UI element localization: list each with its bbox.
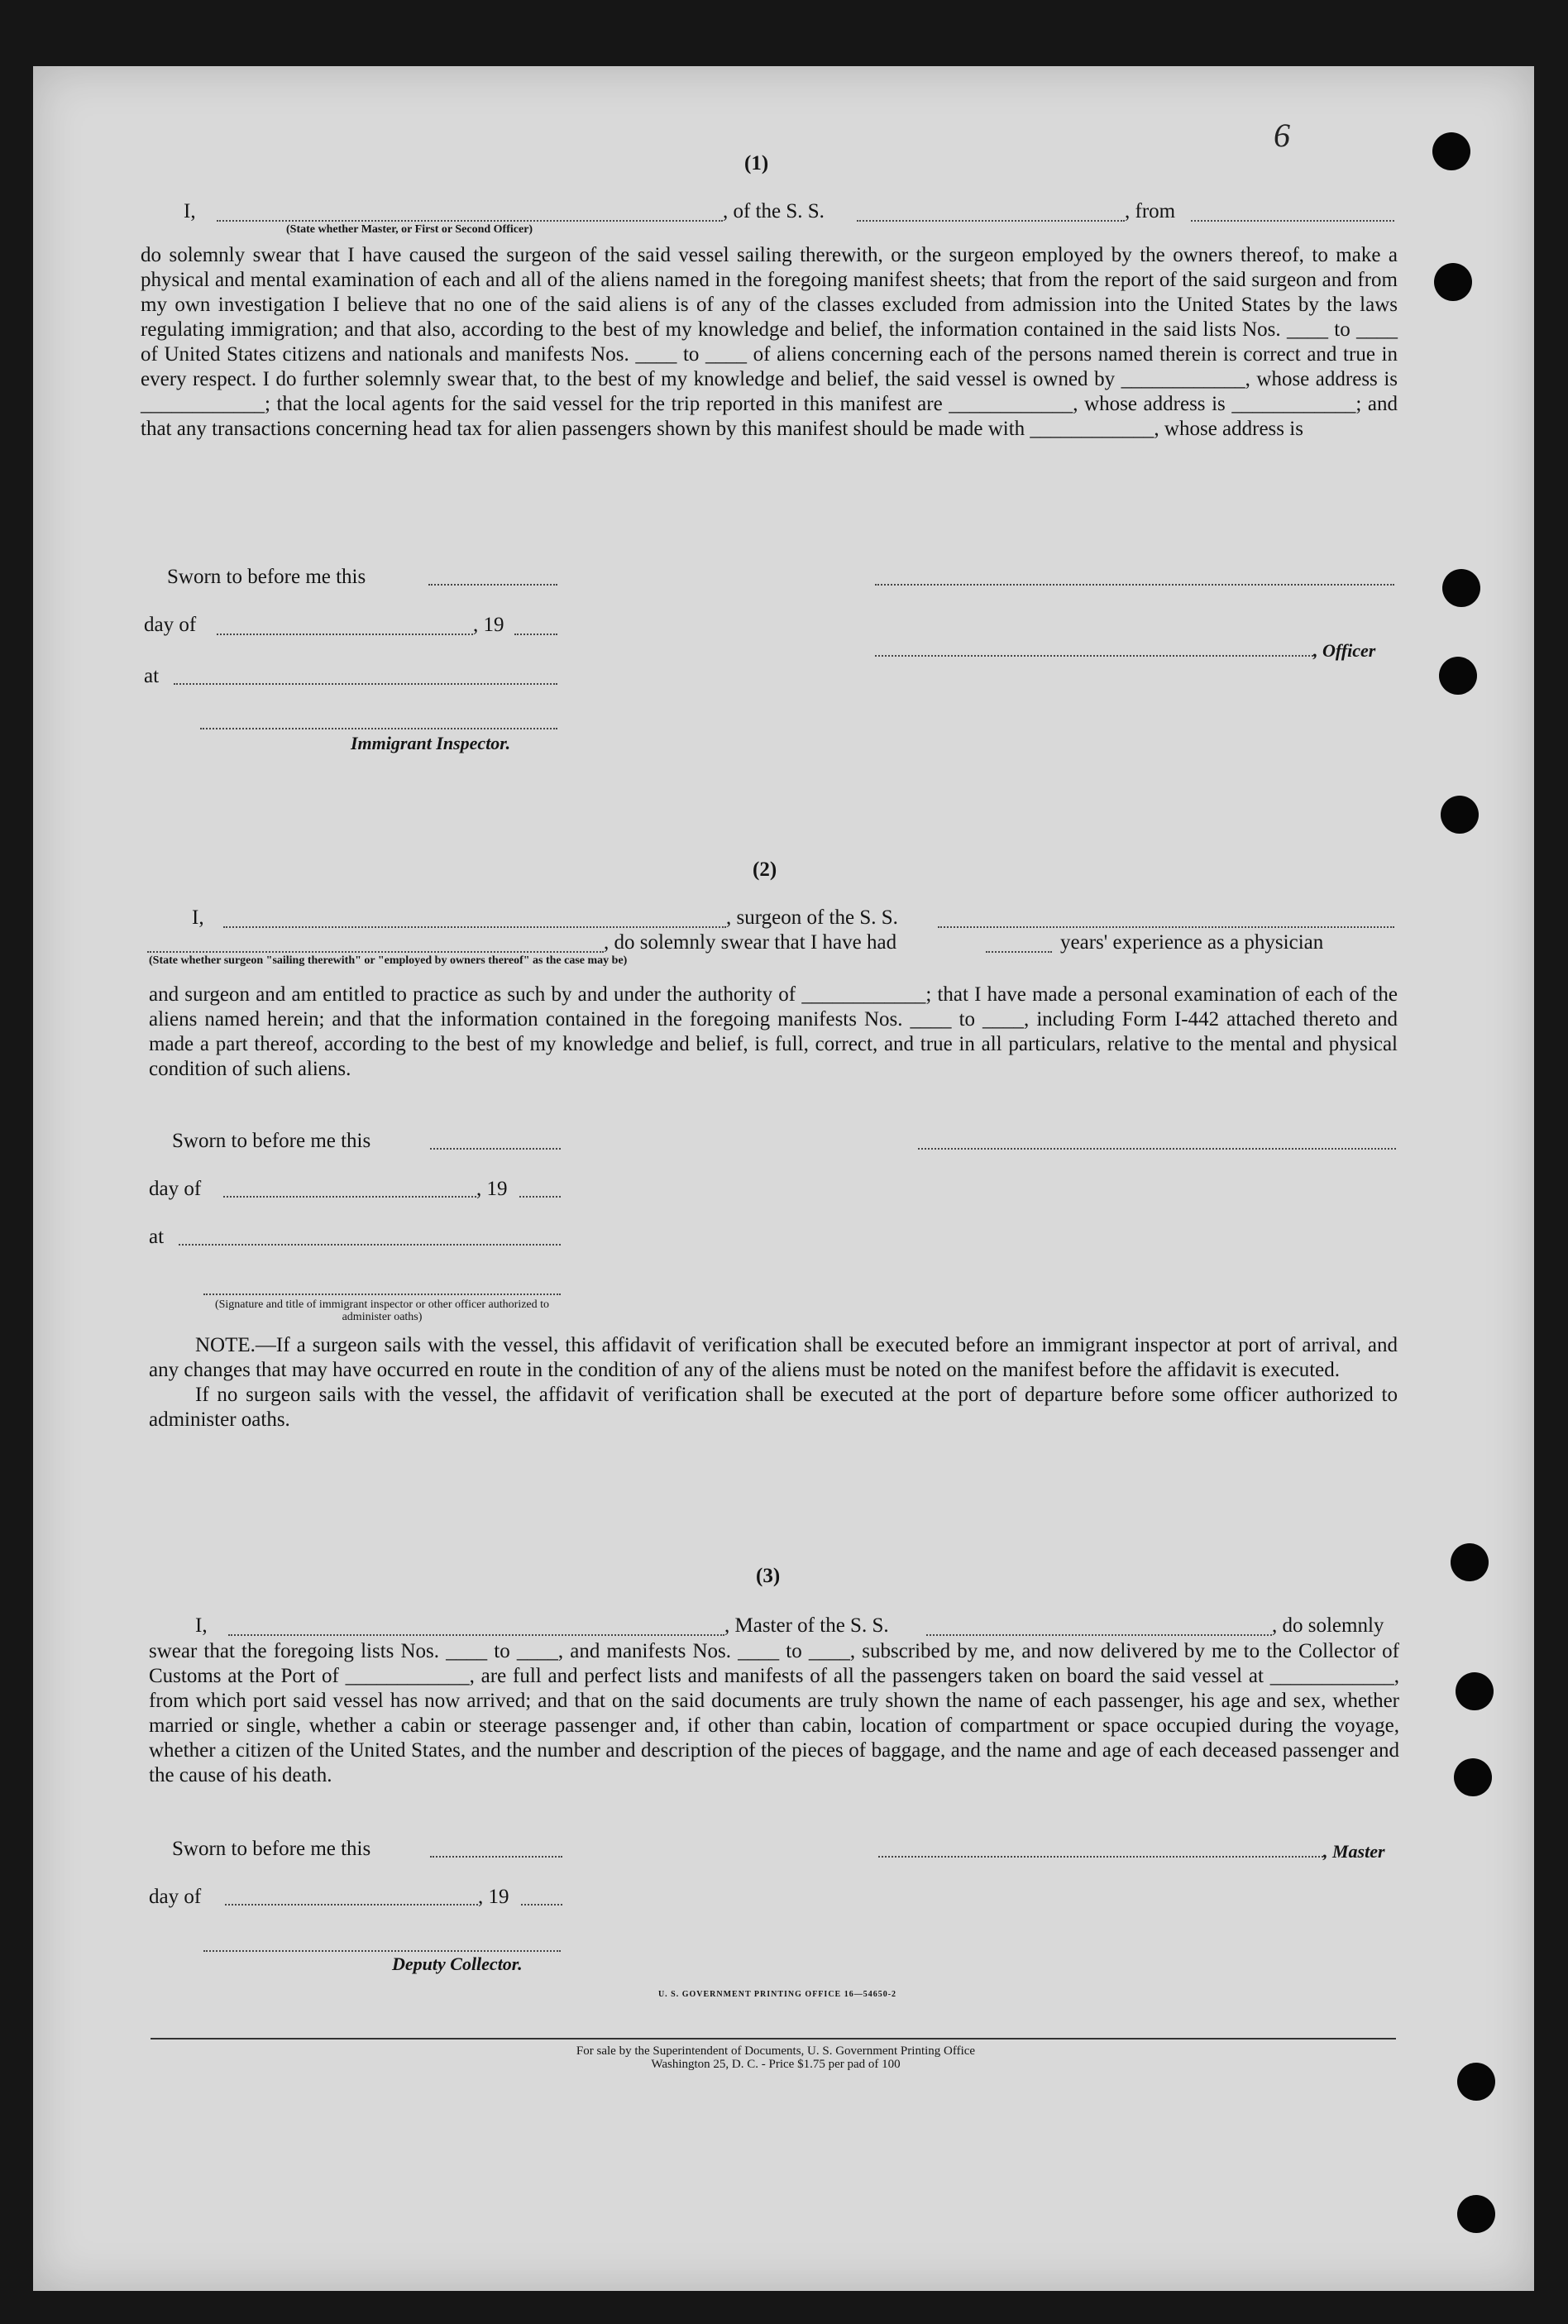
s1-from-field[interactable]	[1191, 220, 1394, 222]
printing-office: U. S. GOVERNMENT PRINTING OFFICE 16—54650-2	[657, 1990, 897, 1999]
punch-hole-2	[1434, 263, 1472, 301]
s1-sworn: Sworn to before me this	[167, 566, 366, 588]
s3-sworn-field[interactable]	[430, 1856, 562, 1858]
s3-collector-line[interactable]	[203, 1950, 561, 1952]
footer-line-2: Washington 25, D. C. - Price $1.75 per pad of 100	[651, 2058, 901, 2071]
s3-sworn: Sworn to before me this	[172, 1838, 371, 1860]
s2-under-caption: (State whether surgeon "sailing therewith" or "employed by owners thereof" as the case may be)	[149, 954, 628, 967]
s3-master-line[interactable]	[878, 1856, 1323, 1858]
s2-oath-text: and surgeon and am entitled to practice as such by and under the authority of ____________; that I have made a personal examination of each of the aliens named herein; and that the information contained in the foregoing manifests Nos. ____ to ____, including Form I-442 attached thereto and made a part thereof, according to the best of my knowledge and belief, is full, correct, and true in all particulars, relative to the mental and physical condition of such aliens.	[149, 983, 1398, 1080]
s2-surgeon-of-ss: , surgeon of the S. S.	[726, 906, 898, 929]
s3-year-field[interactable]	[521, 1904, 562, 1906]
s2-year-field[interactable]	[519, 1196, 561, 1198]
s2-day-of: day of	[149, 1178, 202, 1200]
s3-line-end: , do solemnly	[1272, 1614, 1384, 1637]
s1-i: I,	[184, 200, 196, 222]
s3-day-of: day of	[149, 1886, 202, 1908]
s3-day-field[interactable]	[225, 1904, 478, 1906]
s2-note-1: NOTE.—If a surgeon sails with the vessel, this affidavit of verification shall be executed before an immigrant inspector at port of arrival, and any changes that may have occurred en route in the condition of any of the aliens must be noted on the manifest before the affidavit is executed.	[149, 1334, 1398, 1381]
s2-signature-officer-line[interactable]	[203, 1294, 561, 1295]
s2-at: at	[149, 1226, 165, 1248]
s1-inspector-label: Immigrant Inspector.	[351, 733, 511, 753]
s3-collector-label: Deputy Collector.	[392, 1953, 523, 1974]
s1-inspector-line[interactable]	[200, 728, 557, 729]
s1-day-field[interactable]	[217, 634, 473, 635]
s3-master-label: , Master	[1323, 1841, 1385, 1862]
s1-year: , 19	[473, 614, 504, 636]
s2-line2: , do solemnly swear that I have had	[604, 931, 897, 954]
s1-sworn-field[interactable]	[428, 584, 557, 586]
punch-hole-5	[1441, 796, 1479, 834]
s1-at: at	[144, 665, 160, 687]
s3-name-field[interactable]	[228, 1634, 724, 1636]
footer-line-1: For sale by the Superintendent of Documents, U. S. Government Printing Office	[576, 2044, 976, 2058]
s2-vessel-field[interactable]	[938, 926, 1394, 928]
s2-line2-end: years' experience as a physician	[1060, 931, 1324, 954]
punch-hole-3	[1442, 569, 1480, 607]
s2-i: I,	[192, 906, 204, 929]
s1-name-field[interactable]	[217, 220, 723, 222]
s2-name-field[interactable]	[223, 926, 726, 928]
s2-day-field[interactable]	[223, 1196, 476, 1198]
footer-rule	[151, 2038, 1396, 2039]
s1-of-ss: , of the S. S.	[723, 200, 825, 222]
s2-years-field[interactable]	[986, 951, 1052, 953]
punch-hole-8	[1454, 1758, 1492, 1796]
punch-hole-7	[1456, 1672, 1494, 1710]
s1-day-of: day of	[144, 614, 197, 636]
s2-note-2: If no surgeon sails with the vessel, the affidavit of verification shall be executed at the port of departure before some officer authorized to administer oaths.	[149, 1384, 1398, 1431]
s1-at-field[interactable]	[174, 683, 557, 685]
s2-sworn-field[interactable]	[430, 1148, 561, 1150]
s1-year-field[interactable]	[514, 634, 557, 635]
section-1-number: (1)	[744, 152, 769, 175]
s2-at-field[interactable]	[179, 1244, 561, 1246]
punch-hole-6	[1451, 1543, 1489, 1581]
punch-hole-1	[1432, 132, 1470, 170]
s3-i: I,	[195, 1614, 208, 1637]
section-3-number: (3)	[756, 1565, 781, 1587]
s3-year: , 19	[478, 1886, 509, 1908]
section-2-number: (2)	[753, 858, 777, 881]
s2-year: , 19	[476, 1178, 508, 1200]
punch-hole-10	[1457, 2195, 1495, 2233]
handwritten-mark: 6	[1274, 117, 1290, 154]
s3-vessel-field[interactable]	[926, 1634, 1272, 1636]
s3-oath-text: swear that the foregoing lists Nos. ____ to ____, and manifests Nos. ____ to ____, subscribed by me, and now delivered by me to the Collector of Customs at the Port of ____________, are full and perfect lists and manifests of all the passengers taken on board the said vessel at ____________, from which port said vessel has now arrived; and that on the said documents are truly shown the name of each passenger, his age and sex, whether married or single, whether a cabin or steerage passenger and, if other than cabin, location of compartment or space occupied during the voyage, whether a citizen of the United States, and the number and description of the pieces of baggage, and the name and age of each deceased passenger and the cause of his death.	[149, 1640, 1399, 1786]
s3-master-of-ss: , Master of the S. S.	[724, 1614, 889, 1637]
s1-under-caption: (State whether Master, or First or Second Officer)	[286, 223, 533, 236]
s1-vessel-field[interactable]	[857, 220, 1125, 222]
punch-hole-9	[1457, 2063, 1495, 2101]
s1-from: , from	[1125, 200, 1176, 222]
s1-signature-line[interactable]	[875, 584, 1394, 586]
s1-oath-text: do solemnly swear that I have caused the surgeon of the said vessel sailing therewith, or the surgeon employed by the owners thereof, to make a physical and mental examination of each and all of the aliens named in the foregoing manifest sheets; that from the report of the said surgeon and from my own investigation I believe that no one of the said aliens is of any of the classes excluded from admission into the United States by the laws regulating immigration; and that also, according to the best of my knowledge and belief, the information contained in the said lists Nos. ____ to ____ of United States citizens and nationals and manifests Nos. ____ to ____ of aliens concerning each of the persons named therein is correct and true in every respect. I do further solemnly swear that, to the best of my knowledge and belief, the said vessel is owned by ____________, whose address is ____________; that the local agents for the said vessel for the trip reported in this manifest are ____________, whose address is ____________; and that any transactions concerning head tax for alien passengers shown by this manifest should be made with ____________, whose address is	[141, 244, 1398, 440]
s2-sig-caption: (Signature and title of immigrant inspector or other officer authorized to administer oaths)	[214, 1298, 550, 1323]
s2-signature-line[interactable]	[918, 1148, 1396, 1150]
s1-officer-label: , Officer	[1313, 640, 1376, 661]
punch-hole-4	[1439, 657, 1477, 695]
s1-officer-line[interactable]	[875, 655, 1313, 657]
s2-sworn: Sworn to before me this	[172, 1130, 371, 1152]
s2-status-field[interactable]	[147, 951, 604, 953]
